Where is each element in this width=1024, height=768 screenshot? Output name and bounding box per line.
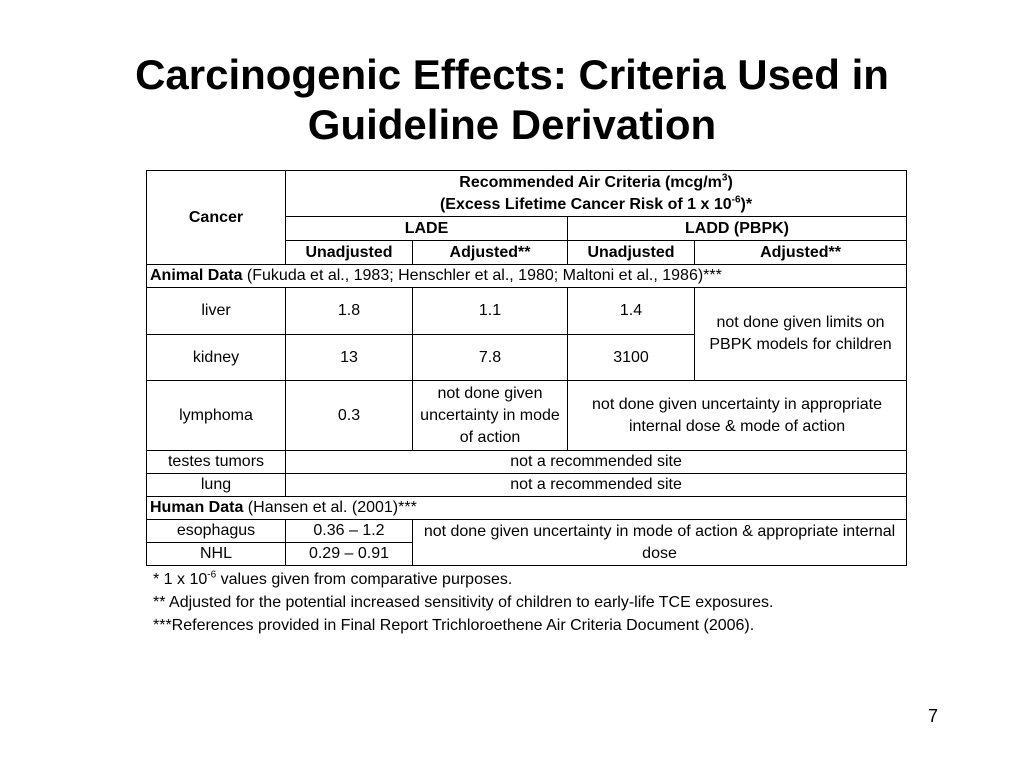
table-row-lymphoma xyxy=(147,381,907,451)
cell-value: 0.36 – 1.2 xyxy=(286,520,413,543)
page-number: 7 xyxy=(927,706,938,726)
cell-cancer: NHL xyxy=(147,543,286,566)
cell-ladd-note: not done given uncertainty in appropriate internal dose & mode of action xyxy=(568,381,907,451)
header-row-criteria xyxy=(147,171,907,217)
cell-cancer: kidney xyxy=(147,335,286,381)
human-data-section: Human Data (Hansen et al. (2001)*** xyxy=(147,497,907,520)
cell-ladd-adjusted-note: not done given limits on PBPK models for children xyxy=(695,288,907,381)
cell-value: 0.29 – 0.91 xyxy=(286,543,413,566)
criteria-line-2: (Excess Lifetime Cancer Risk of 1 x $10^{-6})*$ xyxy=(439,194,753,213)
criteria-table xyxy=(146,170,907,566)
cell-lade-adjusted: not done given uncertainty in mode of action xyxy=(413,381,568,451)
cell-note: not a recommended site xyxy=(286,474,907,497)
cell-lade-adjusted: 7.8 xyxy=(413,335,568,381)
cell-ladd-unadjusted: 1.4 xyxy=(568,288,695,335)
header-recommended-air-criteria xyxy=(286,171,907,217)
cell-cancer: lymphoma xyxy=(147,381,286,451)
cell-cancer: esophagus xyxy=(147,520,286,543)
header-cancer: Cancer xyxy=(147,171,286,265)
cell-lade-unadjusted: 1.8 xyxy=(286,288,413,335)
cell-ladd-unadjusted: 3100 xyxy=(568,335,695,381)
footnote-3: ***References provided in Final Report Trichloroethene Air Criteria Document (2006). xyxy=(153,617,755,634)
cell-cancer: testes tumors xyxy=(147,451,286,474)
header-ladd-unadjusted: Unadjusted xyxy=(568,241,695,265)
footnotes xyxy=(153,568,773,637)
animal-data-section-row xyxy=(147,265,907,288)
animal-data-section: Animal Data (Fukuda et al., 1983; Henschler et al., 1980; Maltoni et al., 1986)*** xyxy=(147,265,907,288)
cell-lade-unadjusted: 0.3 xyxy=(286,381,413,451)
footnote-1: * 1 x $10^{-6}$ values given from comparative purposes. xyxy=(153,569,513,588)
cell-human-note: not done given uncertainty in mode of action & appropriate internal dose xyxy=(413,520,907,566)
table-row-testes xyxy=(147,451,907,474)
cell-lade-adjusted: 1.1 xyxy=(413,288,568,335)
criteria-table-container xyxy=(146,170,907,566)
title-line-2: Guideline Derivation xyxy=(307,101,717,148)
criteria-line-1: Recommended Air Criteria $(mcg/m^3)$ xyxy=(459,172,733,191)
table-row-esophagus xyxy=(147,520,907,543)
cell-note: not a recommended site xyxy=(286,451,907,474)
slide-title xyxy=(62,50,962,150)
footnote-2: ** Adjusted for the potential increased sensitivity of children to early-life TCE exposures. xyxy=(153,594,774,611)
header-lade: LADE xyxy=(286,217,568,241)
header-lade-adjusted: Adjusted** xyxy=(413,241,568,265)
title-line-1: Carcinogenic Effects: Criteria Used in xyxy=(135,51,889,98)
header-lade-unadjusted: Unadjusted xyxy=(286,241,413,265)
cell-lade-unadjusted: 13 xyxy=(286,335,413,381)
table-row-lung xyxy=(147,474,907,497)
header-ladd-adjusted: Adjusted** xyxy=(695,241,907,265)
human-data-section-row xyxy=(147,497,907,520)
cell-cancer: lung xyxy=(147,474,286,497)
cell-cancer: liver xyxy=(147,288,286,335)
table-row-liver xyxy=(147,288,907,335)
header-ladd-pbpk: LADD (PBPK) xyxy=(568,217,907,241)
